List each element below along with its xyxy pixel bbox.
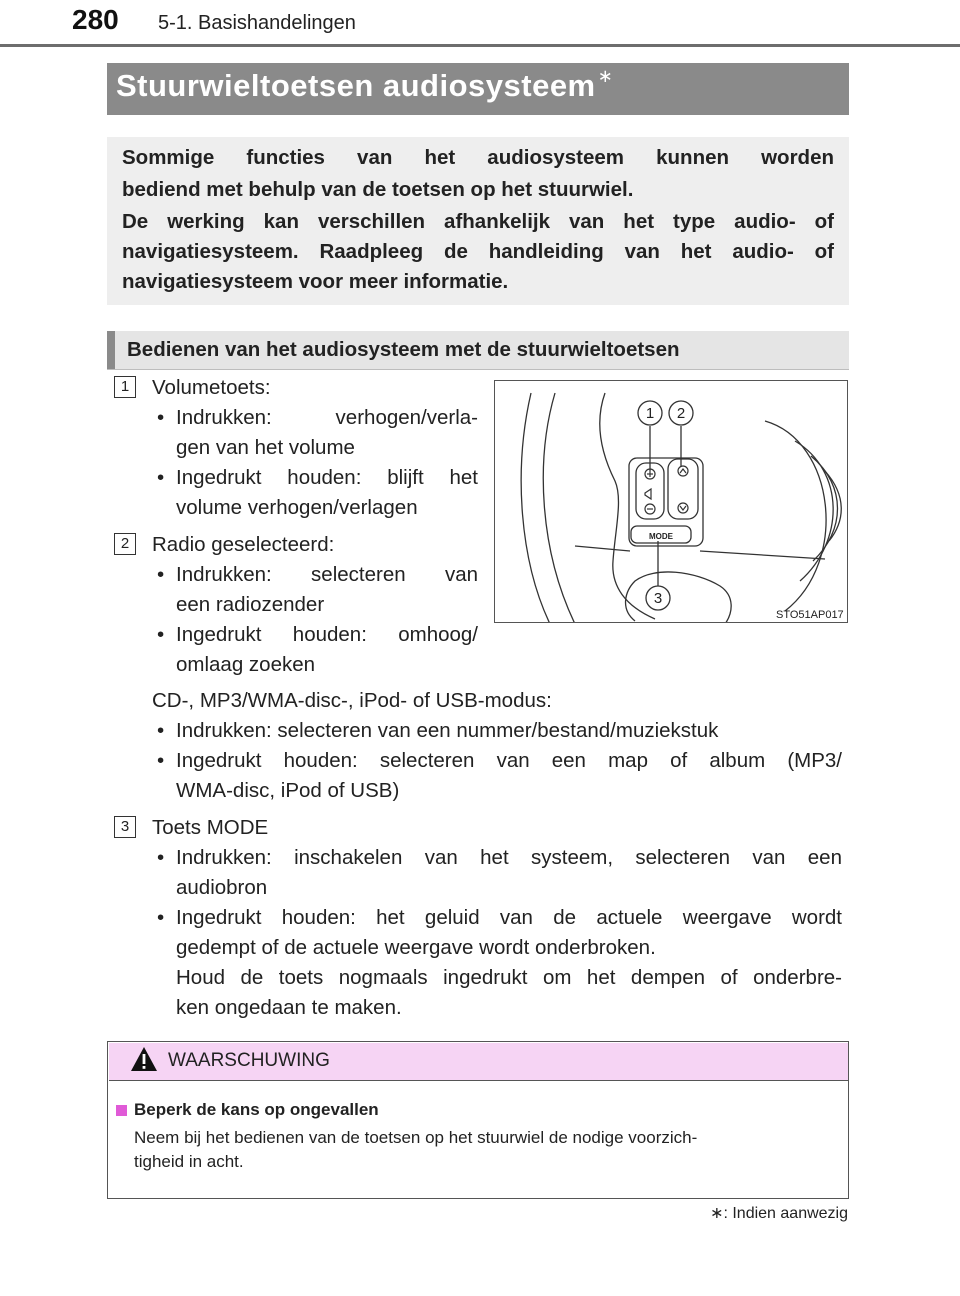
bullet: • — [157, 749, 165, 772]
item-text: Indrukken: inschakelen van het systeem, selecteren van een — [176, 846, 842, 869]
item-title: Toets MODE — [152, 816, 269, 839]
page-title-text: Stuurwieltoetsen audiosysteem — [116, 68, 596, 103]
wheel-rim-outer — [543, 393, 575, 623]
intro-line: De werking kan verschillen afhankelijk van het type audio- of — [122, 210, 834, 233]
subheading-rule — [107, 369, 849, 370]
section-title: 5-1. Basishandelingen — [158, 12, 356, 34]
intro-line: bediend met behulp van de toetsen op het stuurwiel. — [122, 178, 634, 201]
intro-line: navigatiesysteem. Raadpleeg de handleiding van het audio- of — [122, 240, 834, 263]
header-rule — [0, 44, 960, 47]
item-text: Indrukken: selecteren van een nummer/bestand/muziekstuk — [176, 719, 719, 742]
item-text: gedempt of de actuele weergave wordt onderbroken. — [176, 936, 656, 959]
intro-line: Sommige functies van het audiosysteem kunnen worden — [122, 146, 834, 169]
item-text: Ingedrukt houden: selecteren van een map of album (MP3/ — [176, 749, 842, 772]
item-marker-1: 1 — [114, 376, 136, 398]
item-text: omlaag zoeken — [176, 653, 316, 676]
title-asterisk: ∗ — [597, 66, 614, 86]
steering-wheel-figure — [494, 380, 848, 623]
item-text: volume verhogen/verlagen — [176, 496, 418, 519]
steering-wheel-illustration — [495, 381, 848, 623]
page-number: 280 — [72, 4, 119, 35]
warning-text: Neem bij het bedienen van de toetsen op het stuurwiel de nodige voorzich- — [134, 1128, 698, 1147]
item-text: audiobron — [176, 876, 268, 899]
item-text: Ingedrukt houden: blijft het — [176, 466, 478, 489]
warning-title: WAARSCHUWING — [168, 1050, 330, 1071]
item-text: Houd de toets nogmaals ingedrukt om het dempen of onderbre- — [176, 966, 842, 989]
hub-lower — [626, 572, 732, 623]
bullet: • — [157, 846, 165, 869]
bullet: • — [157, 563, 165, 586]
seek-up-icon — [678, 466, 688, 476]
item-text: Ingedrukt houden: het geluid van de actuele weergave wordt — [176, 906, 842, 929]
callout-label-1: 1 — [645, 405, 655, 422]
item-text: een radiozender — [176, 593, 325, 616]
item-title: Volumetoets: — [152, 376, 271, 399]
trim-line-left — [575, 546, 630, 551]
intro-line: navigatiesysteem voor meer informatie. — [122, 270, 509, 293]
subheading: Bedienen van het audiosysteem met de stuurwieltoetsen — [127, 338, 680, 361]
bullet: • — [157, 719, 165, 742]
bullet: • — [157, 466, 165, 489]
horn-pad-edge — [765, 421, 826, 611]
wheel-rim-inner — [521, 393, 550, 623]
figure-code: STO51AP017 — [776, 609, 844, 621]
warning-text: tigheid in acht. — [134, 1152, 244, 1171]
bullet: • — [157, 906, 165, 929]
trim-line-right — [700, 551, 825, 559]
item-text: gen van het volume — [176, 436, 355, 459]
warning-subtitle: Beperk de kans op ongevallen — [134, 1100, 379, 1119]
item-text: WMA-disc, iPod of USB) — [176, 779, 400, 802]
item-text: Ingedrukt houden: omhoog/ — [176, 623, 478, 646]
item-title: CD-, MP3/WMA-disc-, iPod- of USB-modus: — [152, 689, 552, 712]
bullet: • — [157, 623, 165, 646]
warning-triangle-icon — [129, 1045, 159, 1073]
item-marker-2: 2 — [114, 533, 136, 555]
speaker-icon — [645, 489, 651, 499]
mode-button-label: MODE — [649, 532, 673, 541]
item-title: Radio geselecteerd: — [152, 533, 335, 556]
callout-label-2: 2 — [676, 405, 686, 422]
callout-label-3: 3 — [653, 590, 663, 607]
page-title — [116, 68, 613, 104]
seek-down-icon — [678, 503, 688, 513]
item-text: Indrukken: selecteren van — [176, 563, 478, 586]
bullet: • — [157, 406, 165, 429]
footnote: ∗: Indien aanwezig — [710, 1205, 848, 1222]
warning-bullet-square — [116, 1105, 127, 1116]
item-marker-3: 3 — [114, 816, 136, 838]
item-text: Indrukken: verhogen/verla- — [176, 406, 478, 429]
item-text: ken ongedaan te maken. — [176, 996, 402, 1019]
